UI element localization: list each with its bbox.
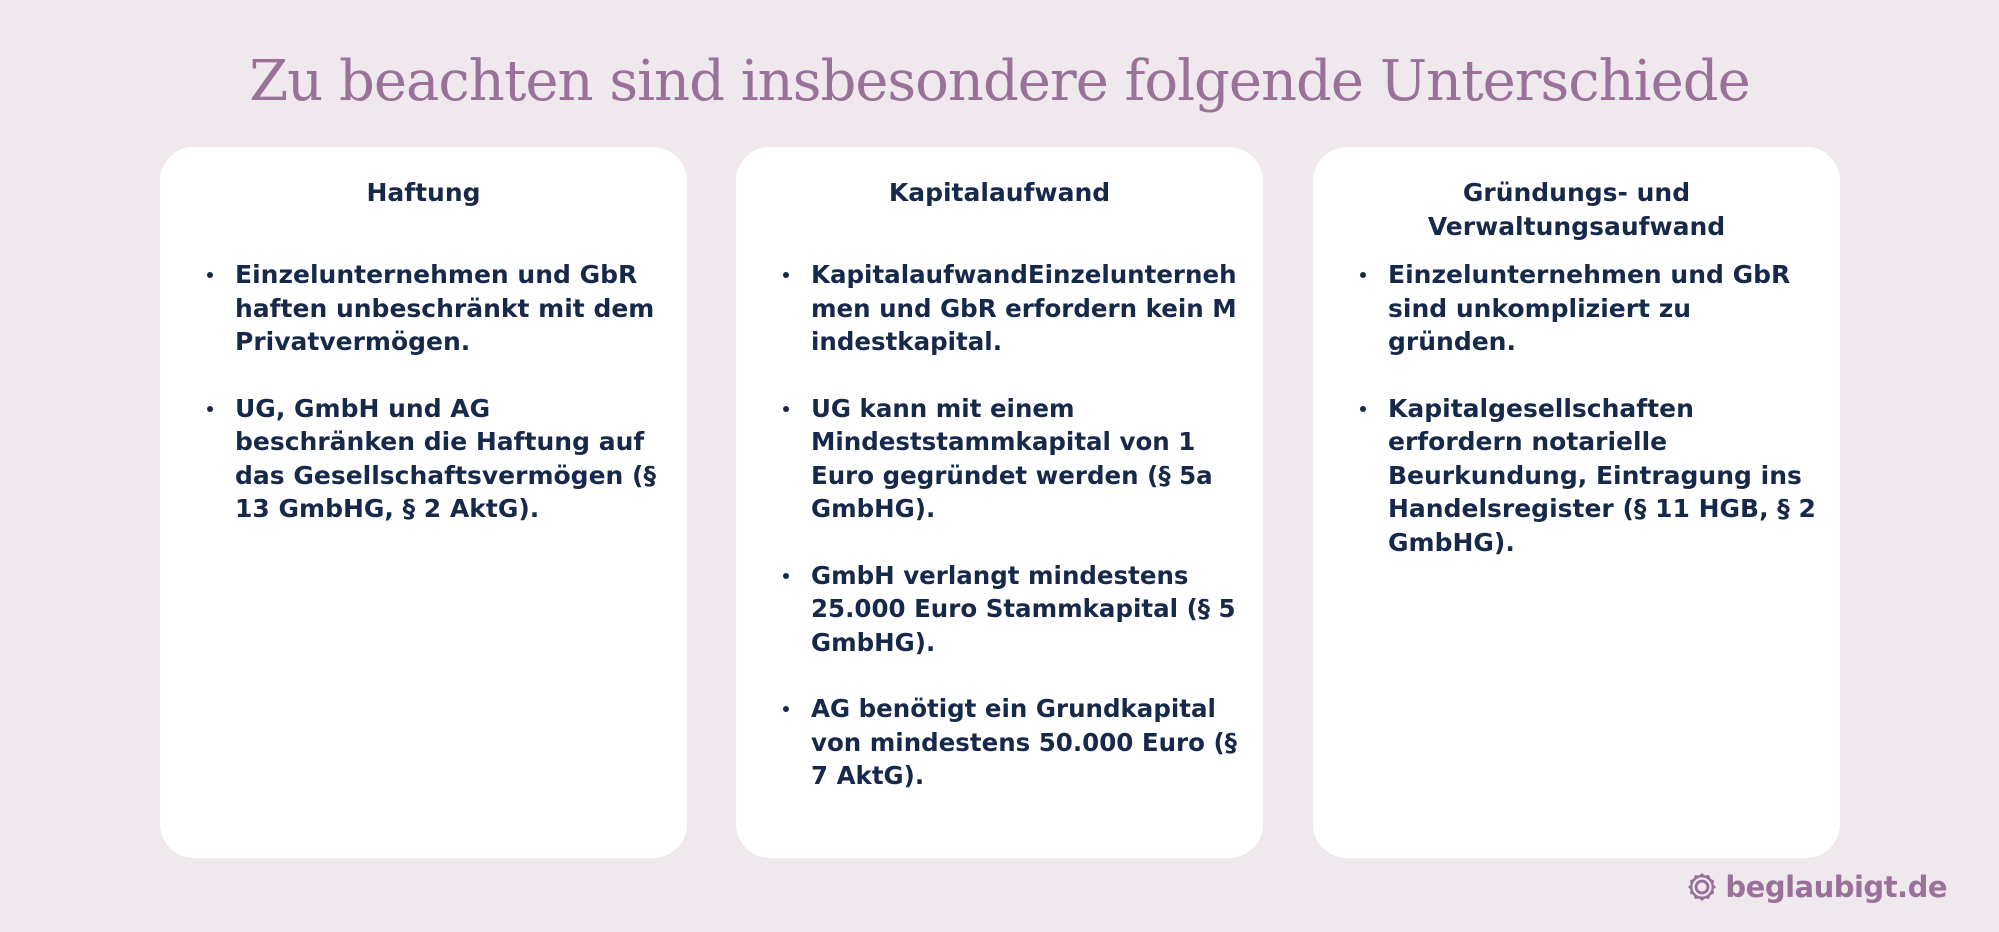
- list-item-text: AG benötigt ein Grundkapital von mindestens 50.000 Euro (§ 7 AktG).: [811, 694, 1237, 790]
- card-gruendungsaufwand: [1313, 147, 1840, 858]
- list-item: [783, 258, 1243, 359]
- list-item: [207, 392, 667, 526]
- list-item: [207, 258, 667, 359]
- list-item-text: UG kann mit einem Mindeststammkapital von 1 Euro gegründet werden (§ 5a GmbHG).: [811, 393, 1213, 523]
- bullet-icon: [207, 272, 213, 278]
- list-item-text: GmbH verlangt mindestens 25.000 Euro Stammkapital (§ 5 GmbHG).: [811, 560, 1236, 657]
- list-item-text: UG, GmbH und AG beschränken die Haftung auf das Gesellschaftsvermögen (§ 13 GmbHG, § 2 AktG).: [235, 393, 656, 523]
- card-kapitalaufwand: [736, 147, 1263, 858]
- list-item: [1360, 258, 1820, 359]
- list-item: [783, 692, 1243, 793]
- seal-logo-icon: [1687, 872, 1717, 902]
- list-item-text: Einzelunternehmen und GbR haften unbeschränkt mit dem Privatvermögen.: [235, 260, 655, 356]
- brand-name: beglaubigt.de: [1725, 870, 1947, 904]
- page-title: Zu beachten sind insbesondere folgende Unterschiede: [249, 49, 1750, 114]
- card-heading: Haftung: [366, 178, 481, 207]
- bullet-icon: [783, 406, 789, 412]
- comparison-cards: [160, 147, 1840, 858]
- bullet-icon: [1360, 272, 1366, 278]
- list-item: [1360, 392, 1820, 560]
- bullet-list: [783, 258, 1243, 826]
- bullet-icon: [783, 573, 789, 579]
- card-heading: Kapitalaufwand: [888, 178, 1111, 207]
- list-item: [783, 392, 1243, 526]
- list-item-text: Einzelunternehmen und GbR sind unkompliziert zu gründen.: [1388, 260, 1791, 356]
- list-item: [783, 559, 1243, 660]
- card-haftung: [160, 147, 687, 858]
- brand-logo[interactable]: [1687, 870, 1947, 904]
- bullet-icon: [207, 406, 213, 412]
- card-heading: Gründungs- und Verwaltungsaufwand: [1427, 178, 1726, 241]
- bullet-icon: [783, 272, 789, 278]
- bullet-icon: [1360, 406, 1366, 412]
- list-item-text: Kapitalgesellschaften erfordern notarielle Beurkundung, Eintragung ins Handelsregister (§ 11 HGB, § 2 GmbHG).: [1388, 393, 1816, 557]
- list-item-text: KapitalaufwandEinzelunternehmen und GbR erfordern kein Mindestkapital.: [811, 260, 1237, 356]
- bullet-list: [207, 258, 667, 559]
- bullet-icon: [783, 706, 789, 712]
- bullet-list: [1360, 258, 1820, 592]
